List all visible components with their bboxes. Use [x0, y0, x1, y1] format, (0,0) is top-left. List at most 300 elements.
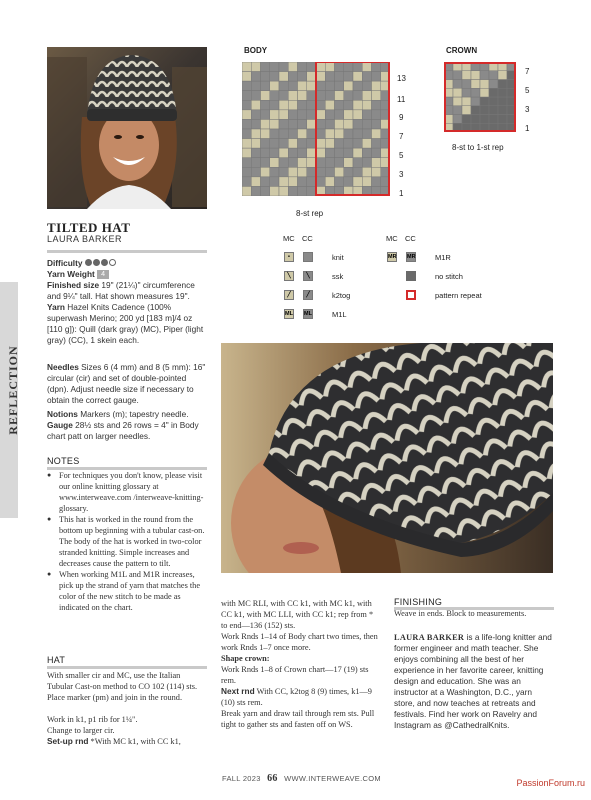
ssk-mc-symbol: ╲ — [284, 271, 294, 281]
title-divider — [47, 250, 207, 253]
needles-spec — [47, 362, 209, 406]
legend-k2tog: k2tog — [332, 291, 351, 300]
chart-cell — [335, 139, 344, 149]
footer-site: WWW.INTERWEAVE.COM — [284, 774, 381, 783]
chart-cell — [251, 91, 260, 101]
chart-cell — [298, 158, 307, 168]
chart-cell — [316, 110, 325, 120]
chart-cell — [307, 110, 316, 120]
chart-cell — [316, 158, 325, 168]
chart-cell — [372, 148, 381, 158]
hat-divider — [47, 666, 207, 669]
body-row-5: 5 — [399, 151, 404, 160]
chart-cell — [242, 119, 251, 129]
chart-cell — [261, 100, 270, 110]
chart-cell — [453, 80, 462, 89]
chart-cell — [242, 177, 251, 187]
chart-cell — [316, 148, 325, 158]
chart-cell — [344, 81, 353, 91]
body-chart-caption: 8-st rep — [296, 209, 324, 218]
chart-cell — [362, 119, 371, 129]
page-footer — [222, 773, 381, 784]
chart-cell — [372, 177, 381, 187]
chart-cell — [353, 167, 362, 177]
chart-cell — [344, 177, 353, 187]
chart-cell — [279, 100, 288, 110]
body-chart-title: BODY — [244, 46, 268, 55]
chart-cell — [242, 186, 251, 196]
difficulty-rating-icon — [85, 258, 117, 269]
chart-cell — [362, 129, 371, 139]
chart-cell — [288, 91, 297, 101]
chart-cell — [251, 110, 260, 120]
chart-cell — [298, 110, 307, 120]
chart-cell — [325, 62, 334, 72]
body-row-13: 13 — [397, 74, 406, 83]
notions-spec — [47, 409, 209, 420]
gauge-spec — [47, 420, 209, 442]
body-row-1: 1 — [399, 189, 404, 198]
chart-cell — [279, 177, 288, 187]
hat-heading: HAT — [47, 655, 66, 665]
chart-cell — [372, 119, 381, 129]
chart-cell — [307, 167, 316, 177]
chart-cell — [372, 158, 381, 168]
chart-cell — [307, 129, 316, 139]
chart-cell — [462, 80, 471, 89]
chart-cell — [298, 119, 307, 129]
chart-cell — [471, 80, 480, 89]
needles-label: Needles — [47, 362, 79, 372]
chart-cell — [471, 115, 480, 124]
chart-cell — [353, 158, 362, 168]
chart-cell — [251, 177, 260, 187]
chart-cell — [353, 72, 362, 82]
chart-cell — [480, 106, 489, 115]
chart-cell — [270, 110, 279, 120]
chart-cell — [242, 129, 251, 139]
chart-cell — [471, 97, 480, 106]
chart-cell — [462, 106, 471, 115]
chart-cell — [307, 119, 316, 129]
finished-size-value: 19" (21¼)" circumference and 9¼" tall. Hat shown measures 19". — [47, 280, 195, 301]
chart-cell — [372, 91, 381, 101]
m1l-cc-symbol: ML — [304, 311, 312, 317]
chart-cell — [372, 100, 381, 110]
note-item: ● This hat is worked in the round from the bottom up beginning with a tubular cast-on. The body of the hat is worked in two-color stranded knitting. Simple increases and decreases cause the pattern to tilt. — [47, 514, 209, 569]
chart-cell — [270, 158, 279, 168]
chart-cell — [298, 186, 307, 196]
chart-cell — [335, 110, 344, 120]
m1r-mc-symbol: MR — [388, 254, 397, 260]
chart-cell — [335, 177, 344, 187]
chart-cell — [353, 110, 362, 120]
chart-cell — [316, 129, 325, 139]
page-number: 66 — [267, 773, 278, 784]
chart-cell — [251, 81, 260, 91]
chart-cell — [353, 139, 362, 149]
chart-cell — [372, 167, 381, 177]
chart-cell — [335, 62, 344, 72]
chart-cell — [242, 158, 251, 168]
shape-crown-heading: Shape crown: — [221, 654, 270, 663]
pattern-title: TILTED HAT — [47, 220, 131, 235]
chart-cell — [325, 110, 334, 120]
chart-cell — [344, 62, 353, 72]
chart-cell — [372, 72, 381, 82]
body-row-3: 3 — [399, 170, 404, 179]
body-row-9: 9 — [399, 113, 404, 122]
chart-cell — [270, 148, 279, 158]
chart-cell — [353, 148, 362, 158]
crown-row-5: 5 — [525, 86, 530, 95]
setup-text: *With MC k1, with CC k1, — [88, 737, 181, 746]
chart-cell — [316, 62, 325, 72]
chart-cell — [372, 81, 381, 91]
chart-cell — [362, 72, 371, 82]
note-item: ● When working M1L and M1R increases, pick up the strand of yarn that matches the color of the new stitch to be made as indicated on the chart. — [47, 569, 209, 613]
chart-cell — [335, 100, 344, 110]
crown-chart-title: CROWN — [446, 46, 478, 55]
chart-cell — [279, 110, 288, 120]
chart-cell — [316, 72, 325, 82]
chart-cell — [261, 81, 270, 91]
section-tab-label: REFLECTION — [6, 345, 20, 435]
chart-cell — [288, 148, 297, 158]
crown-chart — [444, 62, 516, 132]
chart-cell — [279, 129, 288, 139]
chart-cell — [270, 81, 279, 91]
chart-cell — [270, 62, 279, 72]
watermark-text: PassionForum.ru — [516, 778, 585, 788]
chart-cell — [242, 139, 251, 149]
crown-row-3: 3 — [525, 105, 530, 114]
chart-cell — [362, 81, 371, 91]
crown-chart-caption: 8-st to 1-st rep — [452, 143, 504, 152]
chart-cell — [372, 62, 381, 72]
chart-cell — [353, 119, 362, 129]
hat-paragraph-3: Change to larger cir. — [47, 726, 115, 735]
chart-cell — [279, 91, 288, 101]
chart-cell — [261, 72, 270, 82]
body-row-7: 7 — [399, 132, 404, 141]
chart-cell — [325, 100, 334, 110]
chart-cell — [251, 100, 260, 110]
chart-cell — [325, 91, 334, 101]
chart-cell — [344, 148, 353, 158]
chart-cell — [298, 62, 307, 72]
chart-cell — [307, 148, 316, 158]
chart-cell — [335, 158, 344, 168]
chart-cell — [489, 97, 498, 106]
chart-cell — [270, 167, 279, 177]
chart-cell — [288, 119, 297, 129]
chart-cell — [242, 148, 251, 158]
chart-cell — [353, 62, 362, 72]
chart-cell — [344, 119, 353, 129]
ssk-cc-symbol: ╲ — [303, 271, 313, 281]
chart-cell — [480, 88, 489, 97]
chart-cell — [251, 148, 260, 158]
chart-cell — [288, 81, 297, 91]
chart-cell — [307, 91, 316, 101]
chart-cell — [279, 148, 288, 158]
chart-cell — [288, 167, 297, 177]
chart-cell — [261, 110, 270, 120]
body-row-11: 11 — [397, 95, 406, 104]
chart-cell — [480, 71, 489, 80]
chart-cell — [344, 158, 353, 168]
chart-cell — [316, 177, 325, 187]
chart-cell — [325, 81, 334, 91]
middle-paragraph-1: with MC RLI, with CC k1, with MC k1, with CC k1, with MC LLI, with CC k1; rep from * to end—136 (152) sts. — [221, 599, 374, 630]
k2tog-mc-symbol: ╱ — [284, 290, 294, 300]
next-round-text: With CC, k2tog 8 (9) times, k1—9 (10) sts rem. — [221, 687, 372, 707]
chart-cell — [335, 91, 344, 101]
crown-row-7: 7 — [525, 67, 530, 76]
notes-heading: NOTES — [47, 456, 80, 466]
knit-cc-symbol — [303, 252, 313, 262]
chart-cell — [353, 81, 362, 91]
chart-cell — [279, 72, 288, 82]
chart-cell — [344, 100, 353, 110]
chart-cell — [325, 72, 334, 82]
legend-m1r: M1R — [435, 253, 451, 262]
chart-cell — [325, 148, 334, 158]
crown-row-1: 1 — [525, 124, 530, 133]
chart-cell — [288, 100, 297, 110]
chart-cell — [362, 91, 371, 101]
middle-paragraph-5: Break yarn and draw tail through rem sts. Pull tight to gather sts and fasten off on WS. — [221, 709, 375, 729]
chart-cell — [307, 177, 316, 187]
chart-cell — [453, 115, 462, 124]
chart-cell — [298, 167, 307, 177]
chart-cell — [242, 62, 251, 72]
chart-cell — [251, 129, 260, 139]
setup-round — [47, 736, 207, 747]
chart-cell — [298, 72, 307, 82]
chart-cell — [298, 177, 307, 187]
difficulty-row — [47, 258, 209, 269]
chart-cell — [453, 88, 462, 97]
note-item: ● For techniques you don't know, please visit our online knitting glossary at www.interweave.com /interweave-knitting-glossary. — [47, 470, 209, 514]
chart-cell — [316, 119, 325, 129]
body-chart — [242, 62, 390, 196]
chart-cell — [335, 72, 344, 82]
chart-cell — [480, 115, 489, 124]
chart-cell — [480, 80, 489, 89]
chart-cell — [462, 88, 471, 97]
chart-cell — [344, 129, 353, 139]
chart-cell — [288, 62, 297, 72]
chart-cell — [335, 129, 344, 139]
hat-paragraph-1: With smaller cir and MC, use the Italian Tubular Cast-on method to CO 102 (114) sts. Place marker (pm) and join in the round. — [47, 671, 198, 702]
chart-cell — [288, 129, 297, 139]
chart-cell — [453, 97, 462, 106]
chart-cell — [279, 167, 288, 177]
chart-cell — [270, 186, 279, 196]
chart-cell — [307, 139, 316, 149]
chart-cell — [242, 72, 251, 82]
chart-cell — [362, 158, 371, 168]
chart-cell — [344, 139, 353, 149]
chart-cell — [261, 139, 270, 149]
designer-bio — [394, 632, 554, 731]
chart-cell — [316, 91, 325, 101]
chart-cell — [288, 186, 297, 196]
chart-cell — [498, 106, 507, 115]
chart-cell — [261, 62, 270, 72]
m1r-cc-symbol: MR — [407, 254, 416, 260]
chart-cell — [298, 129, 307, 139]
finished-size — [47, 280, 209, 302]
chart-cell — [261, 91, 270, 101]
chart-cell — [498, 115, 507, 124]
chart-cell — [316, 81, 325, 91]
chart-cell — [298, 100, 307, 110]
legend-pattern-repeat: pattern repeat — [435, 291, 482, 300]
chart-cell — [362, 100, 371, 110]
chart-cell — [251, 167, 260, 177]
chart-cell — [362, 110, 371, 120]
next-round-label: Next rnd — [221, 686, 255, 696]
chart-cell — [261, 186, 270, 196]
chart-cell — [288, 139, 297, 149]
bio-text: is a life-long knitter and former engineer and math teacher. She enjoys combining all the best of her experience in her favorite career, knitting design and education. She was an instructor at a Washington, D.C., yarn store, and now teaches at retreats and festivals. Find her work on Ravelry and Instagram as @CathedralKnits. — [394, 632, 552, 730]
chart-cell — [279, 186, 288, 196]
chart-cell — [279, 119, 288, 129]
chart-cell — [298, 81, 307, 91]
chart-cell — [251, 139, 260, 149]
chart-cell — [251, 186, 260, 196]
chart-cell — [279, 62, 288, 72]
notions-value: Markers (m); tapestry needle. — [77, 409, 189, 419]
yarn-weight-row — [47, 269, 209, 280]
gauge-label: Gauge — [47, 420, 73, 430]
knit-mc-symbol: • — [284, 252, 294, 262]
next-round — [221, 686, 381, 708]
chart-cell — [307, 100, 316, 110]
chart-cell — [242, 91, 251, 101]
setup-label: Set-up rnd — [47, 736, 89, 746]
footer-issue: FALL 2023 — [222, 774, 261, 783]
chart-cell — [489, 71, 498, 80]
chart-cell — [353, 129, 362, 139]
chart-cell — [471, 71, 480, 80]
chart-cell — [270, 139, 279, 149]
chart-cell — [362, 148, 371, 158]
chart-cell — [261, 119, 270, 129]
chart-cell — [270, 91, 279, 101]
chart-cell — [270, 72, 279, 82]
legend-ssk: ssk — [332, 272, 344, 281]
chart-cell — [489, 115, 498, 124]
middle-paragraph-2: Work Rnds 1–14 of Body chart two times, then work Rnds 1–7 once more. — [221, 632, 378, 652]
chart-cell — [362, 167, 371, 177]
chart-cell — [298, 148, 307, 158]
chart-cell — [325, 129, 334, 139]
chart-cell — [498, 71, 507, 80]
chart-cell — [498, 97, 507, 106]
chart-cell — [279, 81, 288, 91]
chart-cell — [316, 100, 325, 110]
chart-cell — [325, 158, 334, 168]
chart-cell — [288, 110, 297, 120]
chart-cell — [335, 81, 344, 91]
chart-cell — [344, 72, 353, 82]
legend-m1l: M1L — [332, 310, 347, 319]
chart-cell — [242, 110, 251, 120]
legend-no-stitch: no stitch — [435, 272, 463, 281]
chart-cell — [307, 158, 316, 168]
chart-cell — [344, 167, 353, 177]
bio-name: LAURA BARKER — [394, 633, 465, 642]
chart-cell — [270, 177, 279, 187]
model-photo-small — [47, 47, 207, 209]
chart-cell — [489, 106, 498, 115]
chart-cell — [316, 167, 325, 177]
chart-cell — [242, 167, 251, 177]
chart-cell — [261, 167, 270, 177]
chart-cell — [288, 158, 297, 168]
chart-cell — [307, 72, 316, 82]
pattern-designer: LAURA BARKER — [47, 234, 123, 244]
yarn-label: Yarn — [47, 302, 65, 312]
yarn-weight-icon: 4 — [97, 270, 109, 279]
no-stitch-symbol — [406, 271, 416, 281]
gauge-value: 28½ sts and 26 rows = 4" in Body chart patt on larger needles. — [47, 420, 199, 441]
chart-cell — [335, 119, 344, 129]
yarn-spec — [47, 302, 209, 346]
chart-cell — [307, 62, 316, 72]
chart-cell — [489, 88, 498, 97]
chart-cell — [453, 106, 462, 115]
chart-cell — [471, 106, 480, 115]
chart-cell — [316, 139, 325, 149]
chart-cell — [372, 110, 381, 120]
pattern-repeat-symbol — [406, 290, 416, 300]
chart-cell — [270, 100, 279, 110]
chart-cell — [353, 100, 362, 110]
needles-value: Sizes 6 (4 mm) and 8 (5 mm): 16" circular (cir) and set of double-pointed (dpn). Adjust needle size if necessary to obtain the correct gauge. — [47, 362, 206, 405]
chart-cell — [498, 88, 507, 97]
chart-cell — [325, 167, 334, 177]
chart-cell — [270, 119, 279, 129]
chart-cell — [353, 91, 362, 101]
chart-cell — [353, 177, 362, 187]
legend-mc-header: MC — [283, 234, 295, 243]
chart-cell — [325, 119, 334, 129]
chart-cell — [372, 129, 381, 139]
m1l-mc-symbol: ML — [285, 311, 293, 317]
chart-cell — [335, 148, 344, 158]
chart-cell — [279, 139, 288, 149]
chart-cell — [270, 129, 279, 139]
chart-cell — [298, 91, 307, 101]
finished-size-label: Finished size — [47, 280, 100, 290]
chart-cell — [251, 119, 260, 129]
chart-cell — [242, 81, 251, 91]
chart-cell — [362, 177, 371, 187]
notes-list — [47, 470, 209, 613]
chart-cell — [251, 72, 260, 82]
yarn-value: Hazel Knits Cadence (100% superwash Merino; 200 yd [183 m]/4 oz [110 g]): Quill (dark gray) (MC), Piper (light gray) (CC), 1 skein each. — [47, 302, 204, 345]
chart-cell — [498, 80, 507, 89]
chart-cell — [489, 80, 498, 89]
chart-cell — [462, 71, 471, 80]
chart-cell — [279, 158, 288, 168]
chart-cell — [307, 81, 316, 91]
